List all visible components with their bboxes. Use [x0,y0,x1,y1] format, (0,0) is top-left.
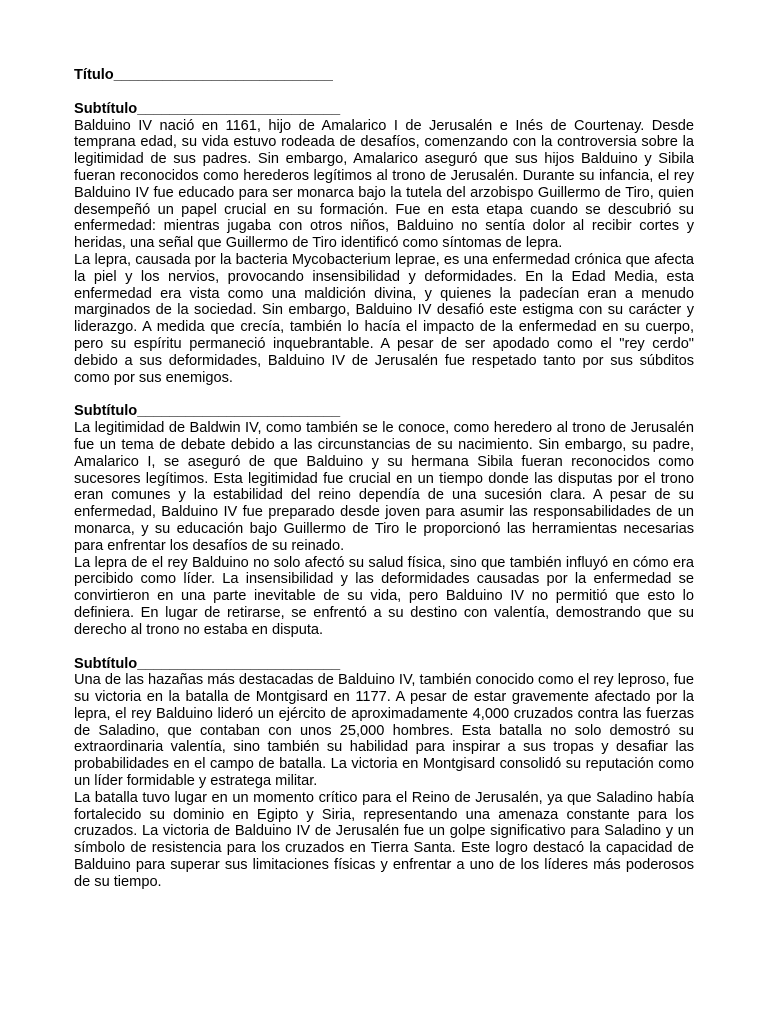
section-3-paragraph-1: Una de las hazañas más destacadas de Balduino IV, también conocido como el rey leproso, fue su victoria en la batalla de Montgisard en 1177. A pesar de estar gravemente afectado por la lepra, el rey Balduino lideró un ejército de aproximadamente 4,000 cruzados contra las fuerzas de Saladino, que contaban con unos 25,000 hombres. Esta batalla no solo demostró su extraordinaria valentía, sino también su habilidad para inspirar a sus tropas y desafiar las probabilidades en el campo de batalla. La victoria en Montgisard consolidó su reputación como un líder formidable y estratega militar. [74,672,694,790]
section-2-paragraph-2: La lepra de el rey Balduino no solo afectó su salud física, sino que también influyó en cómo era percibido como líder. La insensibilidad y las deformidades causadas por la enfermedad se convirtieron en una parte inevitable de su vida, pero Balduino IV no permitió que esto lo definiera. En lugar de retirarse, se enfrentó a su destino con valentía, demostrando que su derecho al trono no estaba en disputa. [74,554,694,638]
section-2-paragraph-1: La legitimidad de Baldwin IV, como también se le conoce, como heredero al trono de Jerusalén fue un tema de debate debido a las circunstancias de su nacimiento. Sin embargo, su padre, Amalarico I, se aseguró de que Balduino y su hermana Sibila fueran reconocidos como sucesores legítimos. Esta legitimidad fue crucial en un tiempo donde las disputas por el trono eran comunes y la estabilidad del reino dependía de una sucesión clara. A pesar de su enfermedad, Balduino IV fue preparado desde joven para asumir las responsabilidades de un monarca, y su educación bajo Guillermo de Tiro le proporcionó las herramientas necesarias para enfrentar los desafíos de su reinado. [74,420,694,554]
section-1-paragraph-1: Balduino IV nació en 1161, hijo de Amalarico I de Jerusalén e Inés de Courtenay. Desde temprana edad, su vida estuvo rodeada de desafíos, comenzando con la controversia sobre la legitimidad de sus padres. Sin embargo, Amalarico aseguró que sus hijos Balduino y Sibila fueran reconocidos como herederos legítimos al trono de Jerusalén. Durante su infancia, el rey Balduino IV fue educado para ser monarca bajo la tutela del arzobispo Guillermo de Tiro, quien desempeñó un papel crucial en su formación. Fue en esta etapa cuando se descubrió su enfermedad: mientras jugaba con otros niños, Balduino no sentía dolor al recibir cortes y heridas, una señal que Guillermo de Tiro identificó como síntomas de lepra. [74,117,694,252]
section-2 [74,403,694,638]
section-3-subtitle: Subtítulo_________________________ [74,655,341,672]
section-2-subtitle: Subtítulo_________________________ [74,403,341,420]
section-1-paragraph-2: La lepra, causada por la bacteria Mycobacterium leprae, es una enfermedad crónica que afecta la piel y los nervios, provocando insensibilidad y deformidades. En la Edad Media, esta enfermedad era vista como una maldición divina, y quienes la padecían eran a menudo marginados de la sociedad. Sin embargo, Balduino IV desafió este estigma con su carácter y liderazgo. A medida que crecía, también lo hacía el impacto de la enfermedad en su cuerpo, pero su espíritu permaneció inquebrantable. A pesar de ser apodado como el "rey cerdo" debido a sus deformidades, Balduino IV de Jerusalén fue respetado tanto por sus súbditos como por sus enemigos. [74,251,694,386]
section-1-subtitle: Subtítulo_________________________ [74,100,341,117]
section-3 [74,656,694,891]
section-3-paragraph-2: La batalla tuvo lugar en un momento crítico para el Reino de Jerusalén, ya que Saladino había fortalecido su dominio en Egipto y Siria, representando una amenaza constante para los cruzados. La victoria de Balduino IV de Jerusalén fue un golpe significativo para Saladino y un símbolo de resistencia para los cruzados en Tierra Santa. Este logro destacó la capacidad de Balduino para superar sus limitaciones físicas y enfrentar a uno de los líderes más poderosos de su tiempo. [74,789,694,890]
document-page [74,67,694,908]
document-title-label: Título___________________________ [74,67,333,83]
section-1 [74,101,694,387]
